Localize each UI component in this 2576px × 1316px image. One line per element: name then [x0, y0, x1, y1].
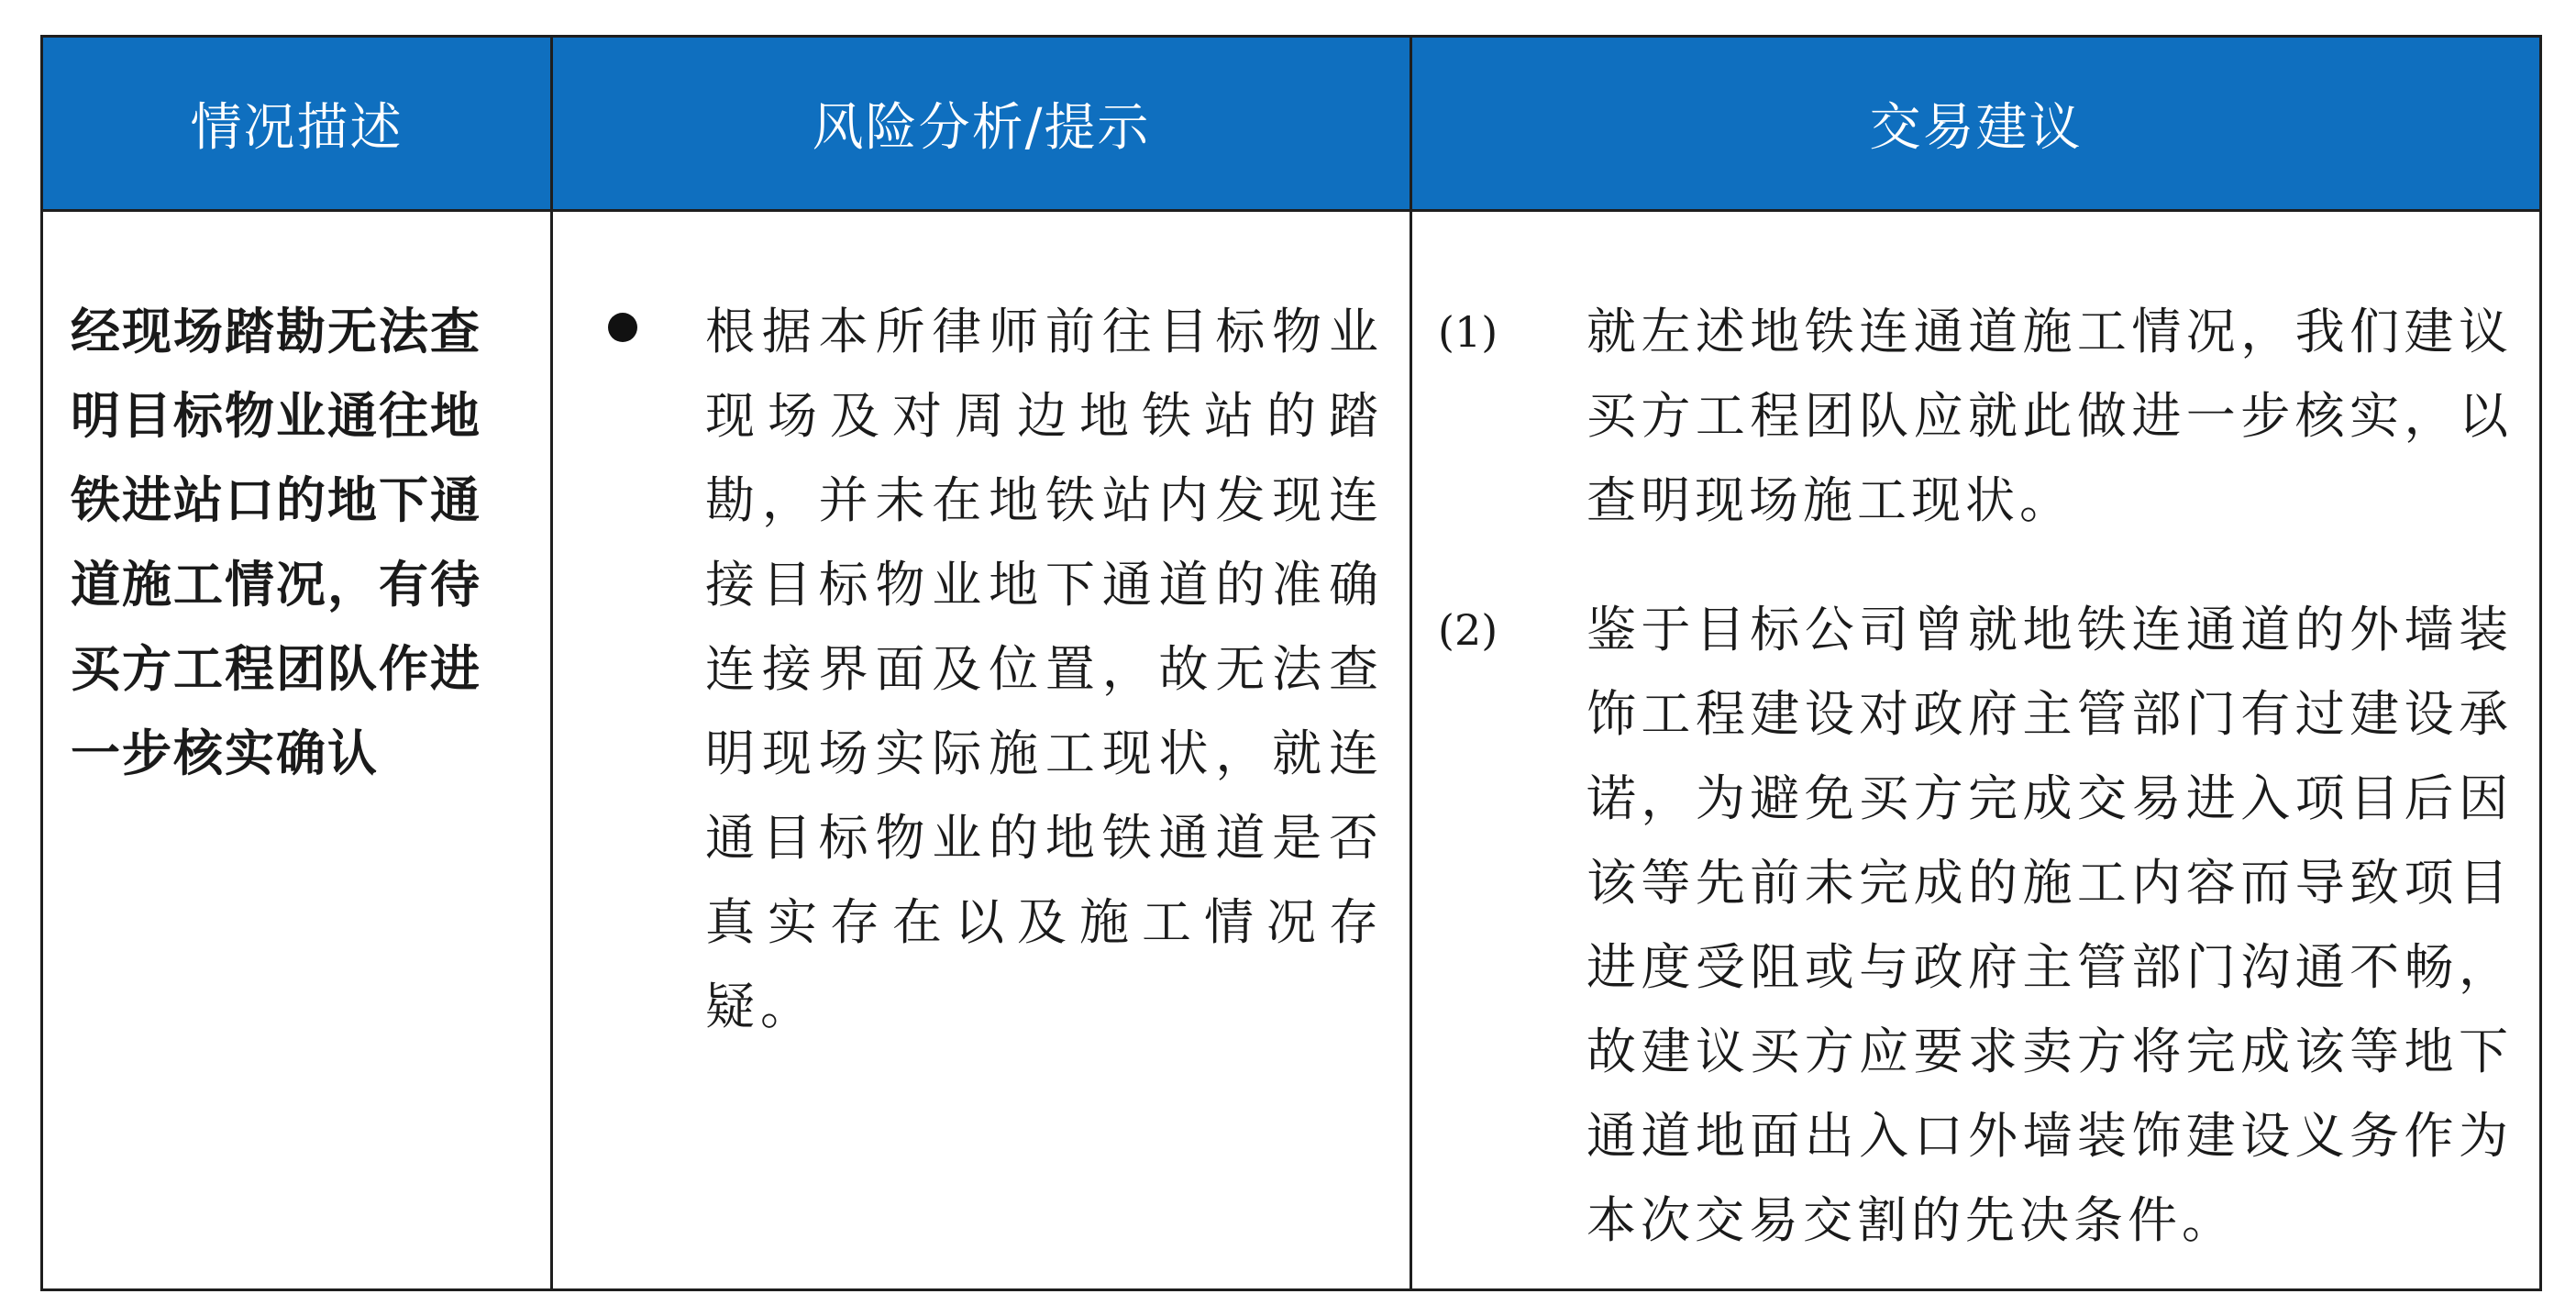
table-header-row	[43, 38, 2539, 212]
advice-cell	[1412, 212, 2539, 1288]
risk-table	[40, 35, 2542, 1291]
risk-text: 根据本所律师前往目标物业现场及对周边地铁站的踏勘，并未在地铁站内发现连接目标物业地下通道的准确连接界面及位置，故无法查明现场实际施工现状，就连通目标物业的地铁通道是否真实存在以及施工情况存疑。	[705, 303, 1384, 1035]
bullet-icon	[608, 313, 637, 342]
header-situation: 情况描述	[190, 97, 404, 158]
advice-number: (1)	[1438, 307, 1498, 357]
situation-cell: 经现场踏勘无法查明目标物业通往地铁进站口的地下通道施工情况，有待买方工程团队作进一步核实确认	[71, 303, 481, 782]
header-risk-analysis: 风险分析/提示	[812, 97, 1151, 158]
advice-number: (2)	[1438, 605, 1498, 655]
advice-text: 鉴于目标公司曾就地铁连通道的外墙装饰工程建设对政府主管部门有过建设承诺，为避免买方完成交易进入项目后因该等先前未完成的施工内容而导致项目进度受阻或与政府主管部门沟通不畅，故建议买方应要求卖方将完成该等地下通道地面出入口外墙装饰建设义务作为本次交易交割的先决条件。	[1587, 601, 2513, 1249]
advice-text: 就左述地铁连通道施工情况，我们建议买方工程团队应就此做进一步核实，以查明现场施工现状。	[1587, 303, 2513, 529]
risk-cell	[553, 212, 1410, 1288]
header-transaction-advice: 交易建议	[1869, 97, 2083, 158]
previous-page-text-fragment	[0, 0, 2576, 13]
